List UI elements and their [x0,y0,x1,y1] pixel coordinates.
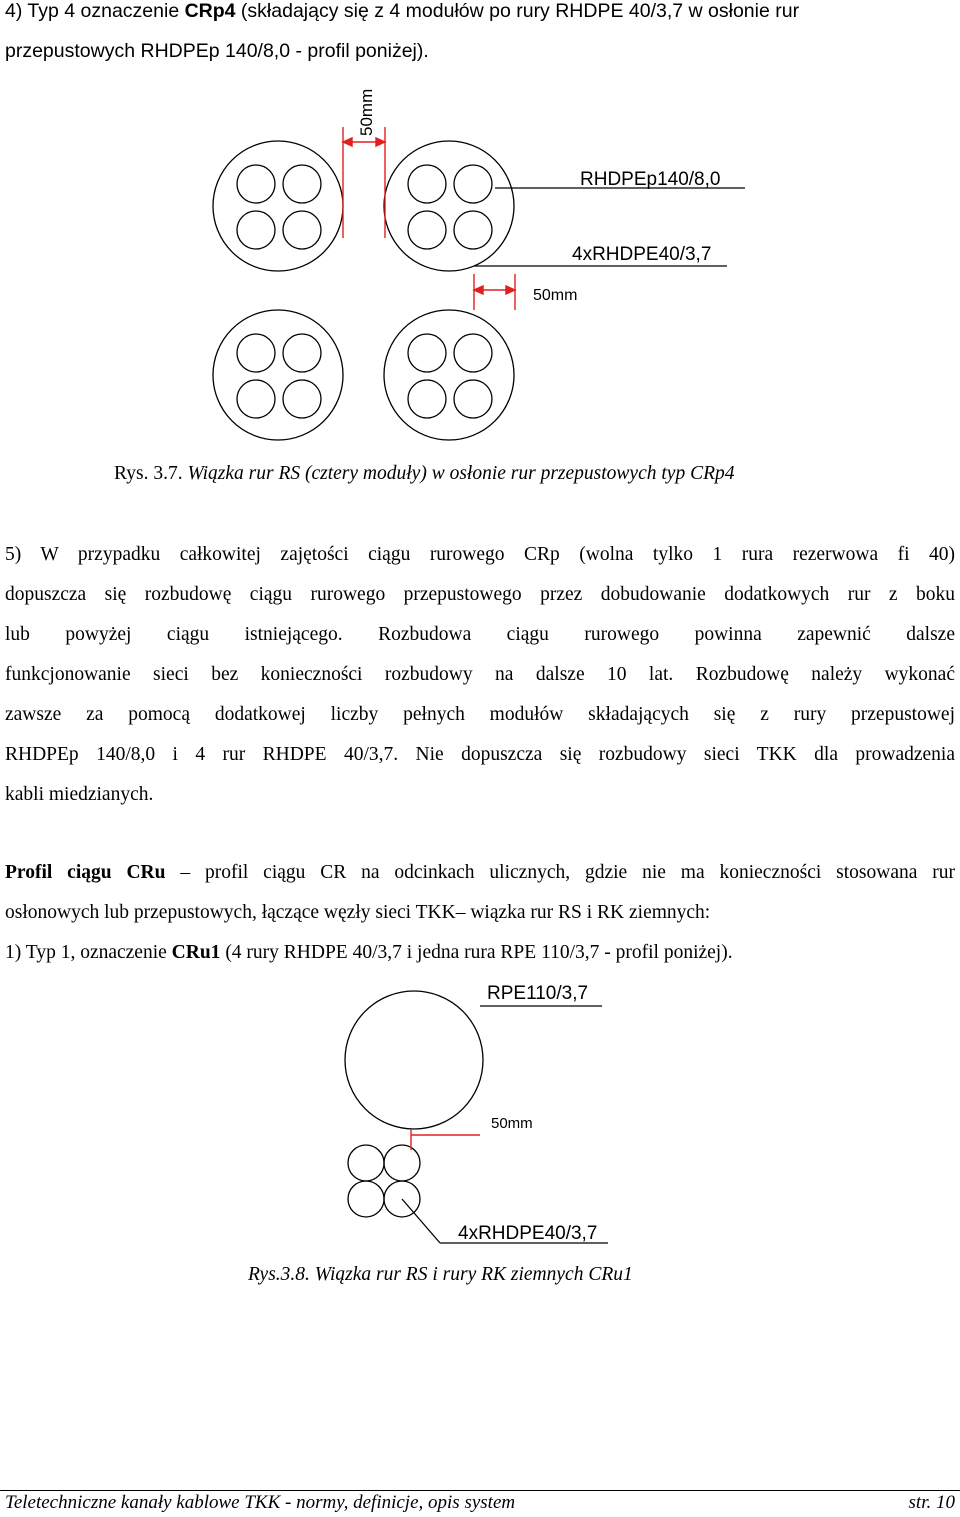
module-top-left [213,141,343,271]
section-5-line: 5) W przypadku całkowitej zajętości ciągu rurowego CRp (wolna tylko 1 rura rezerwowa fi 40) [5,544,955,565]
dimension-cru [411,1129,480,1150]
profile-cru-type-rest: (4 rury RHDPE 40/3,7 i jedna rura RPE 110/3,7 - profil poniżej). [220,942,733,963]
label-rhdpe40: 4xRHDPE40/3,7 [458,1223,598,1244]
section-5-line: RHDPEp 140/8,0 i 4 rur RHDPE 40/3,7. Nie dopuszcza się rozbudowy sieci TKK dla prowadzenia [5,744,955,765]
label-outer-pipe: RHDPEp140/8,0 [580,169,721,190]
profile-cru-line-3 [5,933,955,973]
section-4-line-2: przepustowych RHDPEp 140/8,0 - profil poniżej). [5,40,429,62]
module-bottom-left [213,310,343,440]
section-5-line: funkcjonowanie sieci bez konieczności rozbudowy na dalsze 10 lat. Rozbudowę należy wykonać [5,664,955,685]
dim-top-label: 50mm [357,88,376,136]
footer-title: Teletechniczne kanały kablowe TKK - normy, definicje, opis system [5,1492,516,1513]
profile-cru-paragraph [5,853,955,973]
rpe110-pipe [345,991,483,1129]
section-4-line-1 [5,0,955,31]
figure-1-title: Wiązka rur RS (cztery moduły) w osłonie rur przepustowych typ CRp4 [187,463,735,484]
label-rpe110: RPE110/3,7 [487,983,589,1004]
module-bottom-right [384,310,514,440]
crp4-profile-diagram [0,80,960,460]
section-5-line: zawsze za pomocą dodatkowej liczby pełnych modułów składających się z rury przepustowej [5,704,955,725]
dim-mid-label: 50mm [533,287,578,304]
cr-type-code: CRp4 [184,0,236,22]
profile-cru-line-2: osłonowych lub przepustowych, łączące węzły sieci TKK– wiązka rur RS i RK ziemnych: [5,902,711,923]
dimension-mid [474,274,515,310]
figure-1-caption [114,463,734,485]
profile-cru-title: Profil ciągu CRu [5,862,166,883]
section-4-text-rest: (składający się z 4 modułów po rury RHDPE 40/3,7 w osłonie rur [235,0,800,22]
section-4-intro [5,0,955,71]
profile-cru-type-text: 1) Typ 1, oznaczenie [5,942,172,963]
cru1-profile-diagram [0,975,960,1245]
section-5-paragraph [5,535,955,815]
figure-1-number: Rys. 3.7. [114,463,188,484]
dimension-top [343,127,385,238]
section-5-line: dopuszcza się rozbudowę ciągu rurowego przepustowego przez dobudowanie dodatkowych rur z boku [5,584,955,605]
cru-type-code: CRu1 [171,942,221,963]
section-5-line: kabli miedzianych. [5,784,154,805]
label-inner-pipes: 4xRHDPE40/3,7 [572,244,712,265]
footer-rule [0,1490,960,1491]
module-top-right [384,141,514,271]
profile-cru-text: – profil ciągu CR na odcinkach ulicznych, gdzie nie ma konieczności stosowana rur [165,862,955,883]
section-4-text: 4) Typ 4 oznaczenie [5,0,185,22]
profile-cru-line-1 [5,853,955,893]
section-5-line: lub powyżej ciągu istniejącego. Rozbudowa ciągu rurowego powinna zapewnić dalsze [5,624,955,645]
leader-line-small-diag [402,1199,440,1243]
rhdpe40-group [348,1145,420,1217]
dim-cru-label: 50mm [491,1115,533,1132]
figure-2-caption: Rys.3.8. Wiązka rur RS i rury RK ziemnych CRu1 [248,1264,633,1285]
page-number: str. 10 [908,1492,955,1513]
